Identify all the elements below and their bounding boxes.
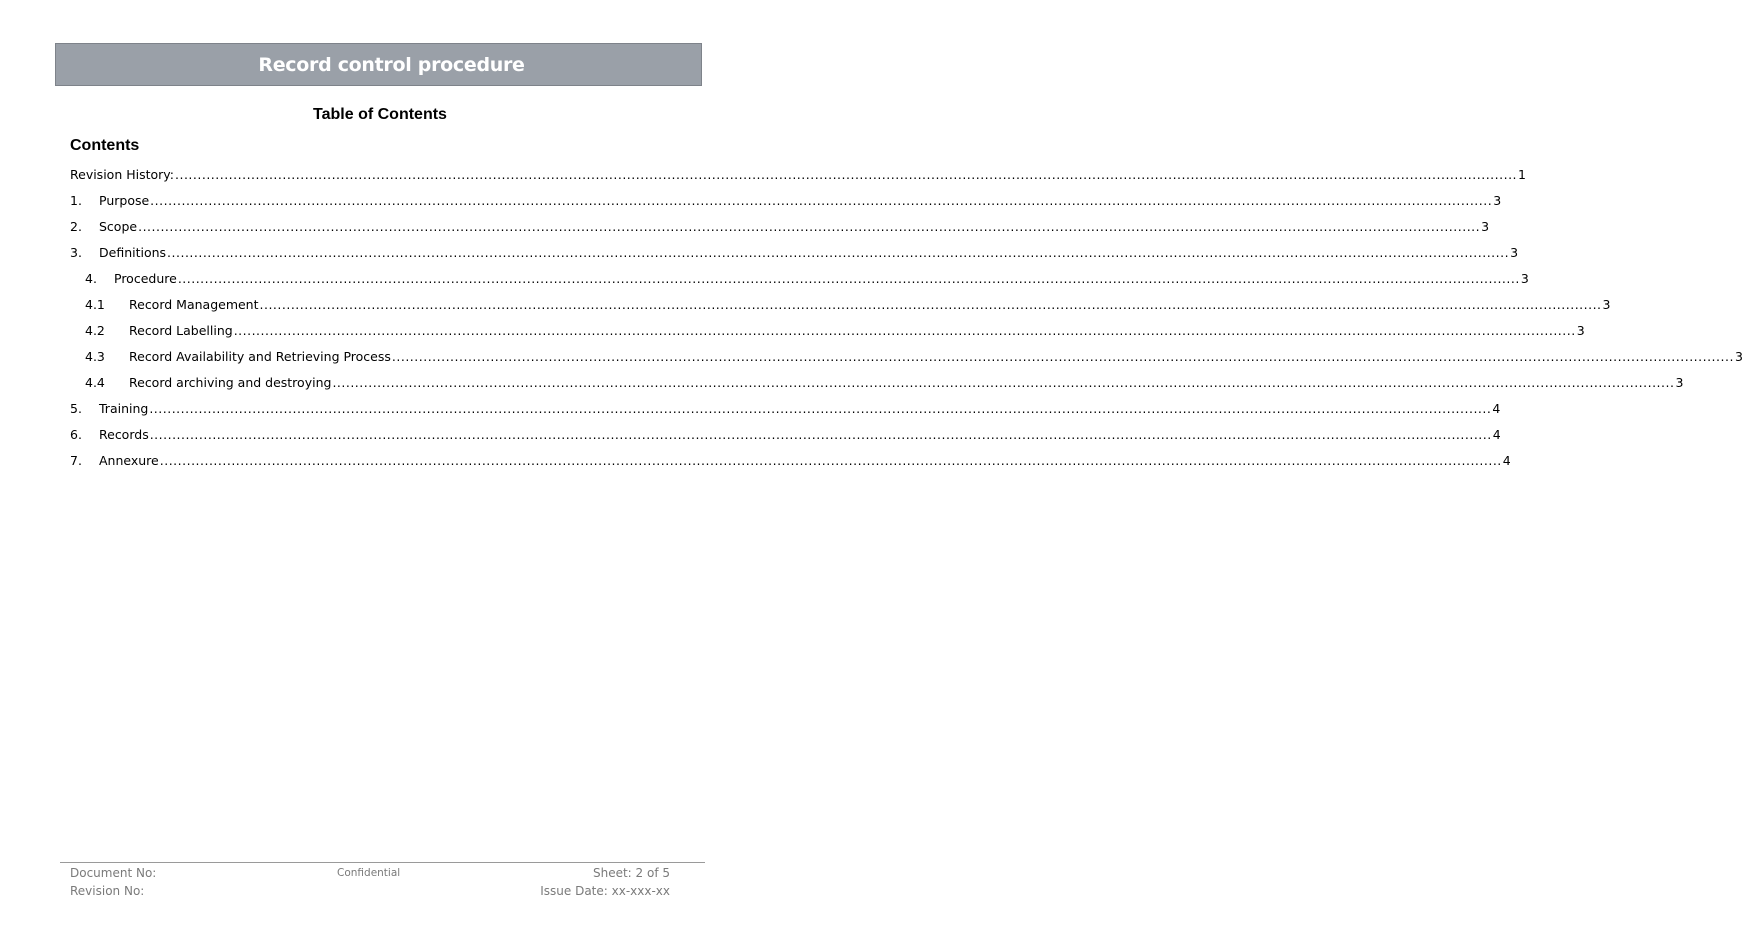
toc-entry-page: 4 — [1492, 427, 1501, 442]
toc-entry-page: 3 — [1602, 297, 1611, 312]
toc-entry-page: 3 — [1576, 323, 1585, 338]
toc-entry-page: 1 — [1518, 167, 1526, 182]
toc-entry-number: 7. — [70, 453, 82, 468]
toc-entry-training[interactable] — [70, 401, 1501, 427]
toc-entry-number: 3. — [70, 245, 82, 260]
toc-entry-records[interactable] — [70, 427, 1501, 453]
toc-entry-label: Procedure — [114, 271, 177, 286]
toc-entry-scope[interactable] — [70, 219, 1490, 245]
footer-revision-no: Revision No: — [70, 884, 145, 898]
toc-entry-number: 4.4 — [85, 375, 105, 390]
document-title: Record control procedure — [258, 53, 525, 76]
toc-entry-page: 4 — [1492, 401, 1501, 416]
leader-dots: ............................................................................................................................................................................................................................................................................................................ — [259, 297, 1602, 312]
footer-issue-date: Issue Date: xx-xxx-xx — [540, 884, 670, 898]
toc-entry-page: 3 — [1493, 193, 1502, 208]
table-of-contents — [70, 167, 1743, 479]
toc-entry-purpose[interactable] — [70, 193, 1502, 219]
toc-entry-label: Revision History: — [70, 167, 174, 182]
toc-entry-number: 4.3 — [85, 349, 105, 364]
toc-entry-page: 3 — [1675, 375, 1684, 390]
toc-entry-number: 5. — [70, 401, 82, 416]
toc-entry-label: Record Availability and Retrieving Process — [129, 349, 391, 364]
leader-dots: ............................................................................................................................................................................................................................................................................................................ — [150, 193, 1493, 208]
leader-dots: ............................................................................................................................................................................................................................................................................................................ — [175, 167, 1518, 182]
toc-entry-label: Scope — [99, 219, 138, 234]
toc-entry-number: 6. — [70, 427, 82, 442]
toc-entry-revision-history[interactable] — [70, 167, 1526, 193]
toc-entry-record-archiving[interactable] — [70, 375, 1684, 401]
leader-dots: ............................................................................................................................................................................................................................................................................................................ — [149, 401, 1492, 416]
footer-sheet: Sheet: 2 of 5 — [592, 866, 670, 880]
toc-entry-number: 1. — [70, 193, 82, 208]
toc-entry-page: 3 — [1510, 245, 1519, 260]
toc-entry-label: Training — [99, 401, 149, 416]
leader-dots: ............................................................................................................................................................................................................................................................................................................ — [149, 427, 1492, 442]
toc-entry-page: 3 — [1520, 271, 1529, 286]
toc-entry-record-management[interactable] — [70, 297, 1611, 323]
toc-entry-label: Annexure — [99, 453, 159, 468]
toc-entry-number: 4.1 — [85, 297, 105, 312]
toc-entry-label: Record archiving and destroying — [129, 375, 332, 390]
footer-confidential: Confidential — [337, 867, 401, 879]
toc-entry-page: 4 — [1502, 453, 1511, 468]
footer-divider — [60, 862, 705, 863]
toc-entry-label: Record Management — [129, 297, 259, 312]
leader-dots: ............................................................................................................................................................................................................................................................................................................ — [177, 271, 1520, 286]
toc-entry-number: 4. — [85, 271, 97, 286]
toc-entry-page: 3 — [1734, 349, 1743, 364]
toc-entry-record-labelling[interactable] — [70, 323, 1585, 349]
contents-heading: Contents — [70, 137, 140, 154]
toc-entry-label: Definitions — [99, 245, 167, 260]
toc-entry-page: 3 — [1481, 219, 1490, 234]
leader-dots: ............................................................................................................................................................................................................................................................................................................ — [233, 323, 1576, 338]
toc-entry-procedure[interactable] — [70, 271, 1529, 297]
leader-dots: ............................................................................................................................................................................................................................................................................................................ — [167, 245, 1510, 260]
leader-dots: ............................................................................................................................................................................................................................................................................................................ — [391, 349, 1734, 364]
toc-entry-annexure[interactable] — [70, 453, 1511, 479]
toc-entry-label: Record Labelling — [129, 323, 233, 338]
toc-title: Table of Contents — [313, 106, 447, 123]
toc-entry-label: Purpose — [99, 193, 150, 208]
toc-entry-number: 4.2 — [85, 323, 105, 338]
leader-dots: ............................................................................................................................................................................................................................................................................................................ — [159, 453, 1502, 468]
toc-entry-number: 2. — [70, 219, 82, 234]
toc-entry-label: Records — [99, 427, 149, 442]
document-header-bar — [55, 43, 702, 86]
toc-entry-definitions[interactable] — [70, 245, 1519, 271]
leader-dots: ............................................................................................................................................................................................................................................................................................................ — [138, 219, 1481, 234]
leader-dots: ............................................................................................................................................................................................................................................................................................................ — [332, 375, 1675, 390]
footer-document-no: Document No: — [70, 866, 157, 880]
toc-entry-record-availability[interactable] — [70, 349, 1743, 375]
